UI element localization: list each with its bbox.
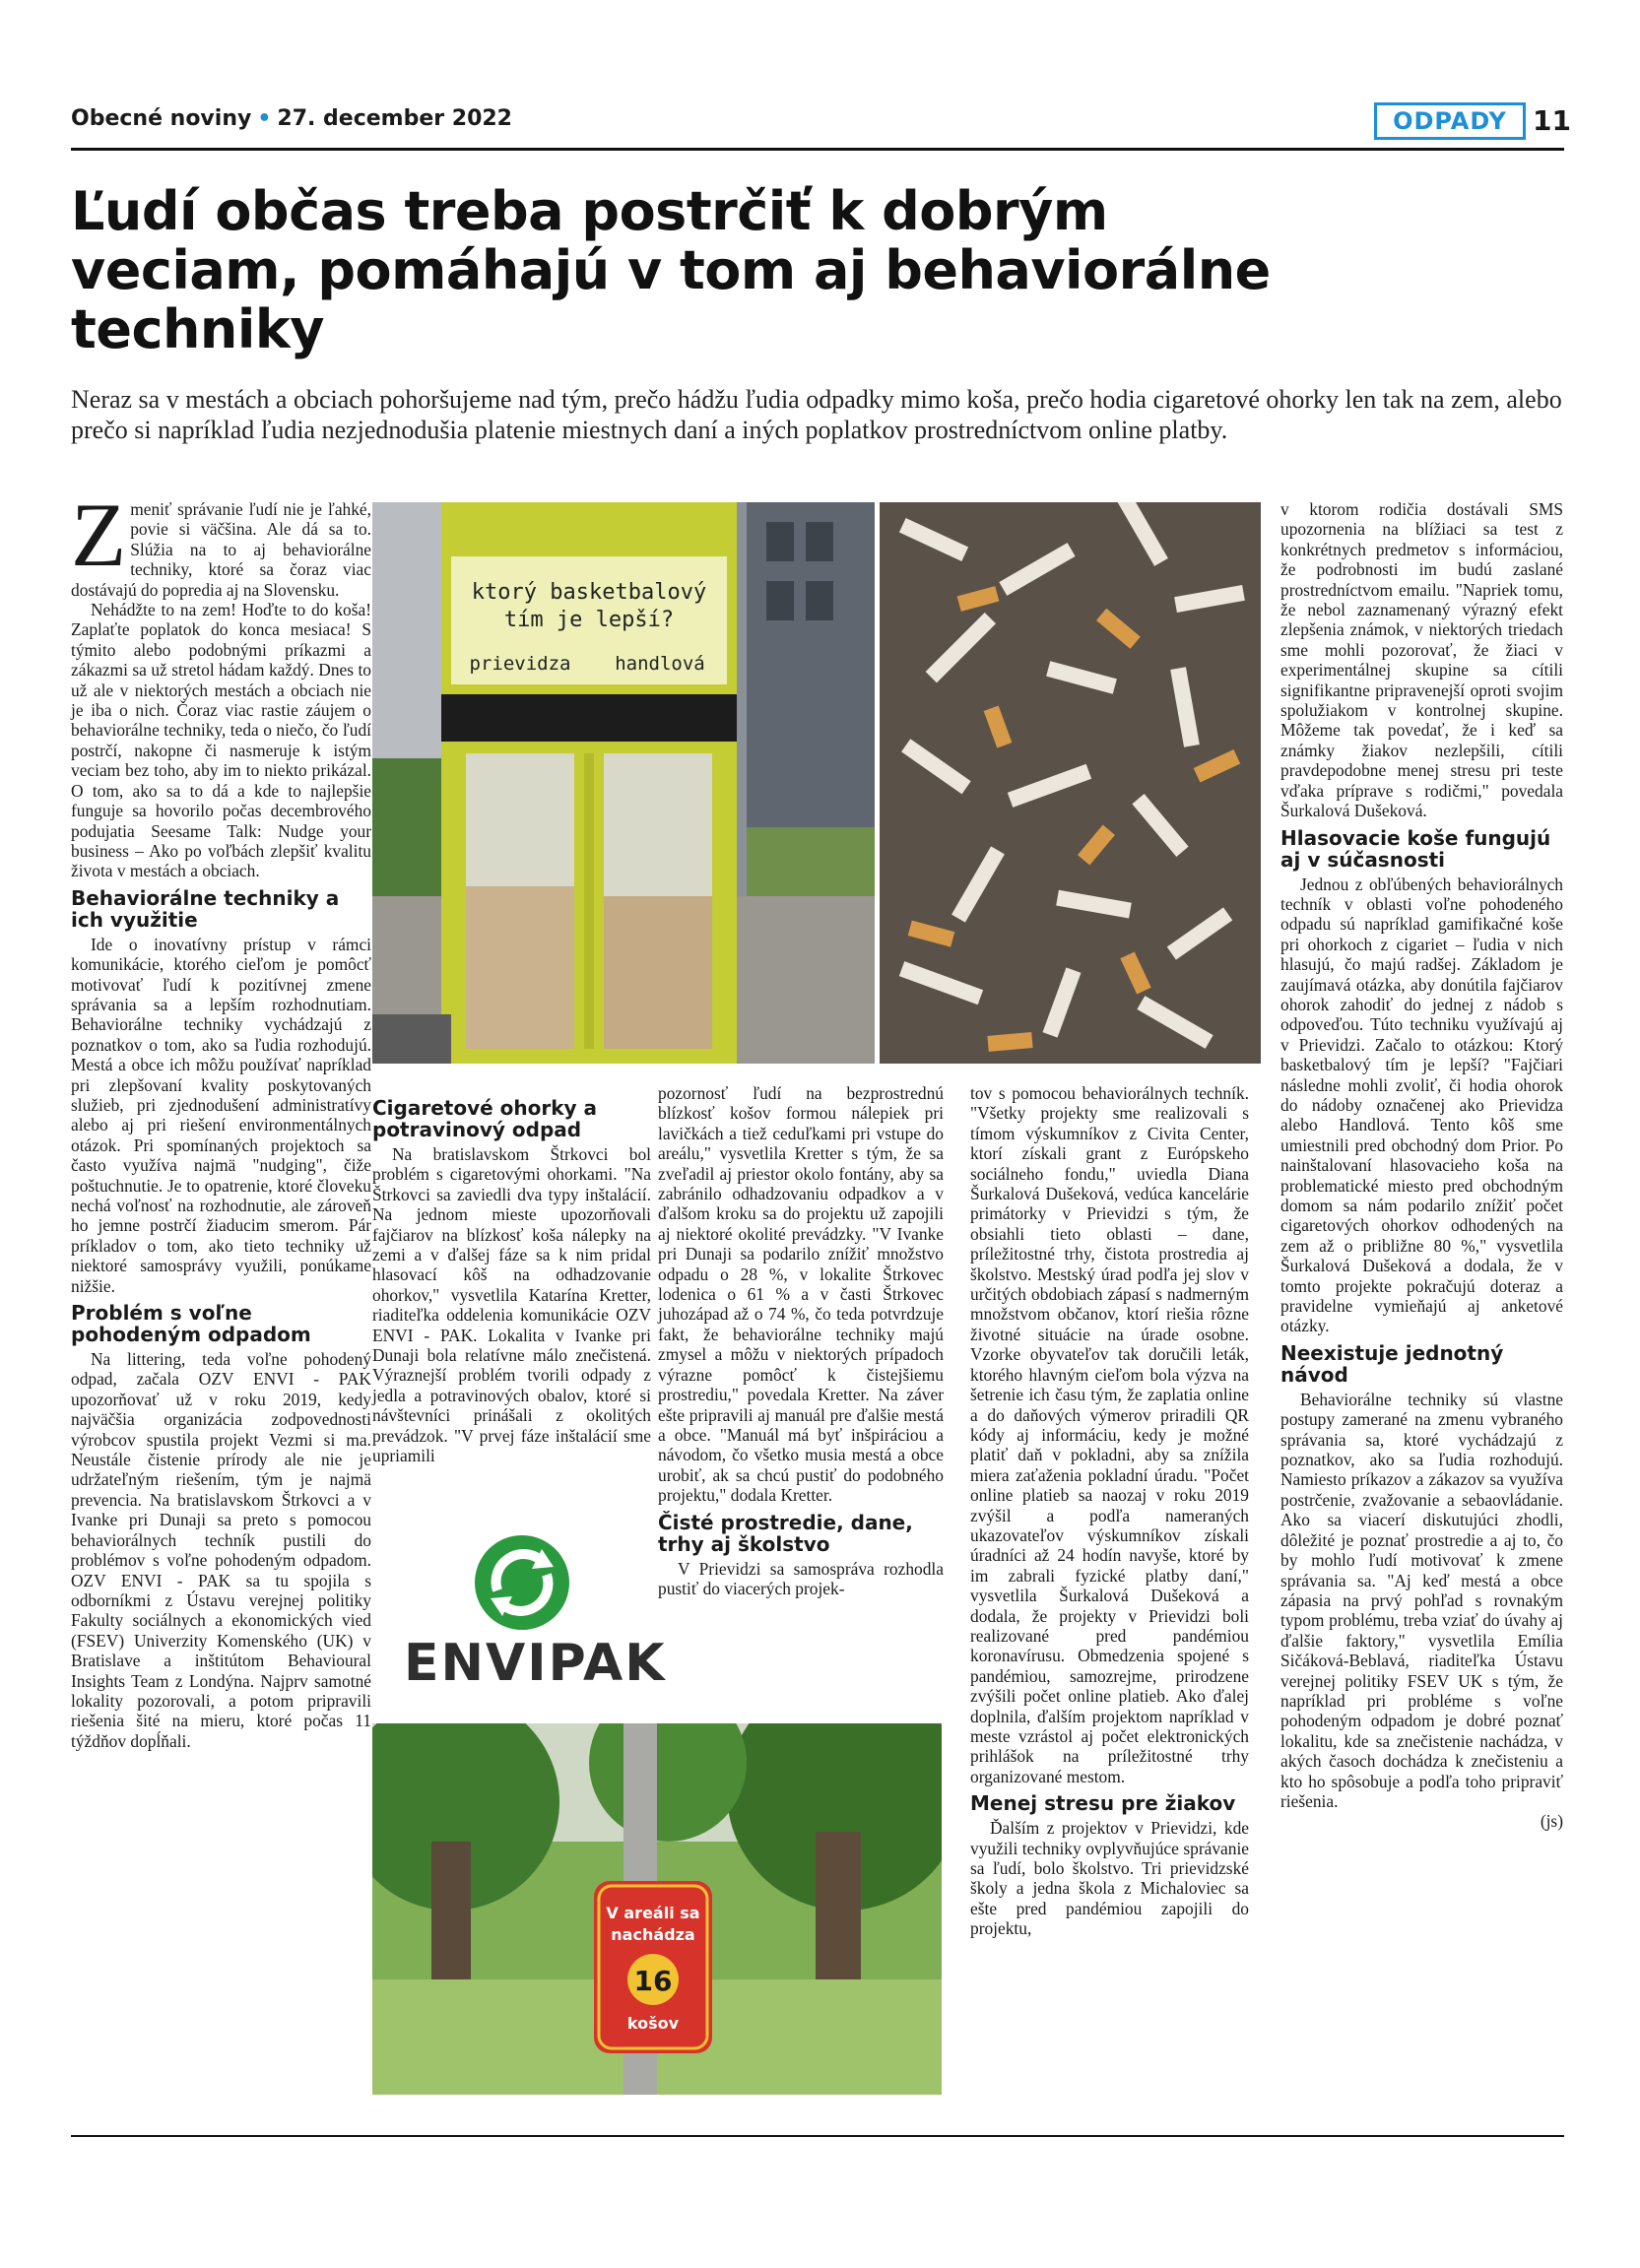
header-rule bbox=[71, 148, 1564, 151]
paragraph: tov s pomocou behaviorálnych techník. "Všetky projekty sme realizovali s tímom výskumníkov z Civita Center, ktorí získali grant z Európskeho sociálneho fondu," uviedla Diana Šurkalová Dušeková, vedúca kancelárie primátorky v Prievidzi s tým, že obsiahli tieto oblasti – dane, príležitostné trhy, čistota prostredia aj školstvo. Mestský úrad podľa jej slov v určitých obdobiach zápasí s nadmerným množstvom občanov, ktorí riešia rôzne životné situácie na úrade osobne. Vzorke obyvateľov tak doručili leták, ktorého hlavným cieľom bola výzva na šetrenie ich času tým, že zaplatia online a do daňových výmerov priradili QR kódy aj informáciu, kedy je možné platiť daň v pokladni, aby sa znížila miera zaťaženia pokladní úradu. "Počet online platieb sa naozaj v roku 2019 zvýšil a podľa nameraných ukazovateľov výskumníkov získali úradníci až 24 hodín navyše, ktoré by im zabrali fyzické platby daní," vysvetlila Šurkalová Dušeková a dodala, že projekty v Prievidzi boli realizované pred pandémiou koronavírusu. Obmedzenia spojené s pandémiou, samozrejme, prirodzene zvýšili počet online platieb. Ako ďalej doplnila, ďalším projektom napríklad v meste vzrástol aj počet elektronických prihlášok na príležitostné trhy organizované mestom. bbox=[970, 1083, 1249, 1786]
column-2 bbox=[372, 1091, 651, 1466]
lead-paragraph: Neraz sa v mestách a obciach pohoršujeme nad tým, prečo hádžu ľudia odpadky mimo koša, prečo hodia cigaretové ohorky len tak na zem, alebo prečo si napríklad ľudia nezjednodušia platenie miestnych daní a iných poplatkov prostredníctvom online platby. bbox=[71, 385, 1562, 444]
bin-left-label: prievidza bbox=[469, 653, 571, 675]
cigarette-butts-photo bbox=[880, 502, 1261, 1064]
subheading: Neexistuje jednotný návod bbox=[1280, 1340, 1504, 1387]
sign-number: 16 bbox=[633, 1965, 673, 1997]
headline: Ľudí občas treba postrčiť k dobrým veciam, pomáhajú v tom aj behaviorálne techniky bbox=[71, 180, 1271, 360]
issue-date: 27. december 2022 bbox=[277, 106, 512, 131]
column-4 bbox=[970, 1083, 1249, 1939]
opening-text: meniť správanie ľudí nie je ľahké, povie si väčšina. Ale dá sa to. Slúžia na to aj behaviorálne techniky, ktoré sa čoraz viac dostávajú do popredia aj na Slovensku. bbox=[71, 499, 371, 600]
paragraph: Jednou z obľúbených behaviorálnych techník v oblasti voľne pohodeného odpadu sú napríklad gamifikačné koše pri ohorkoch z cigariet – ľudia v nich hlasujú, čo majú radšej. Základom je zaujímavá otázka, aby donútila fajčiarov ohorok zahodiť do jednej z nádob s odpoveďou. Túto techniku využívajú aj v Prievidzi. Začalo to otázkou: Ktorý basketbalový tím je lepší? "Fajčiari následne mohli zvoliť, či hodia ohorok do nádoby označenej ako Prievidza alebo Handlová. Tento kôš sme umiestnili pred obchodný dom Prior. Po nainštalovaní hlasovacieho koša na problematické miesto pred obchodným domom sa nám podarilo znížiť počet cigaretových ohorkov odhodených na zem až o približne 80 %," vysvetlila Šurkalová Dušeková a dodala, že v tomto projekte pokračujú doteraz a pravidelne vymieňajú aj anketové otázky. bbox=[1280, 874, 1563, 1336]
bottom-rule bbox=[71, 2135, 1564, 2137]
bin-question-line1: ktorý basketbalový bbox=[471, 580, 707, 605]
park-sign-photo bbox=[372, 1723, 942, 2095]
bin-question-line2: tím je lepší? bbox=[503, 608, 675, 632]
paragraph: Nehádžte to na zem! Hoďte to do koša! Zaplaťte poplatok do konca mesiaca! S týmito alebo podobnými príkazmi a zákazmi sa už stretol hádam každý. Dnes to už ale v niektorých mestách a obciach nie je iba o nich. Čoraz viac rastie záujem o behaviorálne techniky, teda o niečo, čo ľudí postrčí, nakopne či nasmeruje k istým veciam bez toho, aby im to niekto prikázal. O tom, ako sa to dá a kde to najlepšie funguje sa hovorilo počas decembrového podujatia Seesame Talk: Nudge your business – Ako po voľbách zlepšiť kvalitu života v mestách a obciach. bbox=[71, 600, 371, 881]
paragraph: pozornosť ľudí na bezprostrednú blízkosť košov formou nálepiek pri lavičkách a tiež ceduľkami pri vstupe do areálu," vysvetlila Kretter s tým, že sa zveľadil aj priestor okolo fontány, aby sa zabránilo odhadzovaniu odpadkov a v ďalšom kroku sa do projektu už zapojili aj niektoré okolité prevádzky. "V Ivanke pri Dunaji sa podarilo znížiť množstvo odpadu o 28 %, v lokalite Štrkovec lodenica o 61 % a v časti Štrkovec juhozápad až o 74 %, čo teda potvrdzuje fakt, že behaviorálne techniky majú zmysel a môžu v niektorých prípadoch výrazne pomôcť k čistejšiemu prostrediu," povedala Kretter. Na záver ešte pripravili aj manuál pre ďalšie mestá a obce. "Manuál má byť inšpiráciou a návodom, čo všetko musia mestá a obce urobiť, ak sa chcú pustiť do podobného projektu," dodala Kretter. bbox=[658, 1083, 944, 1506]
park-sign-illustration bbox=[372, 1723, 942, 2095]
paper-title: Obecné noviny bbox=[71, 106, 252, 131]
paragraph: Ide o inovatívny prístup v rámci komunikácie, ktorého cieľom je pomôcť motivovať ľudí k pozitívnej zmene správania sa a lepším rozhodnutiam. Behaviorálne techniky vychádzajú z poznatkov o tom, ako sa ľudia rozhodujú. Mestá a obce ich môžu používať napríklad pri zlepšovaní kvality poskytovaných služieb, pri zjednodušení administratívy alebo aj pri riešení environmentálnych otázok. Pri spomínaných projektoch sa často využíva najmä "nudging", čiže poštuchnutie. Je to opatrenie, ktoré človeku nechá voľnosť na rozhodnutie, ale zároveň ho jemne postrčí žiaducim smerom. Pár príkladov o tom, ako tieto techniky už niektoré samosprávy využili, ponúkame nižšie. bbox=[71, 934, 371, 1296]
drop-cap: Z bbox=[71, 485, 127, 585]
sign-line3: košov bbox=[626, 2014, 680, 2033]
page-header bbox=[71, 102, 1571, 144]
voting-bin-photo bbox=[372, 502, 875, 1064]
subheading: Behaviorálne techniky a ich využitie bbox=[71, 885, 340, 932]
subheading: Cigaretové ohorky a potravinový odpad bbox=[372, 1096, 598, 1141]
paragraph: V Prievidzi sa samospráva rozhodla pustiť do viacerých projek- bbox=[658, 1558, 944, 1598]
page-number: 11 bbox=[1533, 104, 1571, 137]
column-3 bbox=[658, 1083, 944, 1598]
opening-paragraph bbox=[71, 485, 371, 600]
separator-dot: • bbox=[257, 106, 272, 131]
voting-bin-illustration bbox=[372, 502, 875, 1064]
column-5 bbox=[1280, 499, 1563, 1832]
masthead bbox=[71, 106, 512, 131]
recycle-icon bbox=[404, 1531, 640, 1640]
column-1 bbox=[71, 485, 371, 1751]
paragraph: Na littering, teda voľne pohodený odpad, začala OZV ENVI - PAK upozorňovať už v roku 2019, kedy najväčšia organizácia zodpovednosti výrobcov spustila projekt Vezmi si ma. Neustále čistenie prírody ale nie je udržateľným riešením, tým je najmä prevencia. Na bratislavskom Štrkovci a v Ivanke pri Dunaji sa preto s pomocou behaviorálnych techník pustili do problémov s voľne pohodeným odpadom. OZV ENVI - PAK sa tu spojila s odborníkmi z Ústavu verejnej politiky Fakulty sociálnych a ekonomických vied (FSEV) Univerzity Komenského (UK) v Bratislave a inštitútom Behavioural Insights Team z Londýna. Najprv samotné lokality pozorovali, a potom pripravili riešenia šité na mieru, ktoré počas 11 týždňov dopĺňali. bbox=[71, 1349, 371, 1751]
bin-right-label: handlová bbox=[615, 653, 705, 675]
subheading: Hlasovacie koše fungujú aj v súčasnosti bbox=[1280, 825, 1551, 872]
paragraph: Behaviorálne techniky sú vlastne postupy zamerané na zmenu vybraného správania sa, ktoré vychádzajú z poznatkov, ako sa ľudia rozhodujú. Namiesto príkazov a zákazov sa využíva postrčenie, zvažovanie a sebaovládanie. Ako sa viacerí diskutujúci zhodli, dôležité je poznať prostredie a aj to, čo by mohlo ľudí motivovať k zmene správania sa. "Aj keď mestá a obce zápasia na prvý pohľad s rovnakým typom problému, treba vziať do úvahy aj ďalšie faktory," vysvetlila Emília Sičáková-Beblavá, riaditeľka Ústavu verejnej politiky FSEV UK s tým, že napríklad pri probléme s voľne pohodeným odpadom je dobré poznať lokalitu, kde sa znečistenie nachádza, v akých časoch dochádza k znečisteniu a kto ho spôsobuje a podľa toho pripraviť riešenia. bbox=[1280, 1389, 1563, 1811]
subheading: Menej stresu pre žiakov bbox=[970, 1791, 1236, 1816]
paragraph: v ktorom rodičia dostávali SMS upozornenia na blížiaci sa test z konkrétnych predmetov s informáciou, že podrobnosti im budú zaslané prostredníctvom emailu. "Napriek tomu, že nebol zaznamenaný výrazný efekt zlepšenia známok, v niektorých triedach sme mohli pozorovať, že žiaci v experimentálnej skupine sa cítili signifikantne pripravenejší oproti svojim spolužiakom v kontrolnej skupine. Môžeme tak povedať, že i keď sa známky žiakov nezlepšili, cítili pravdepodobne menej stresu pri teste vďaka príprave s rodičmi," povedala Šurkalová Dušeková. bbox=[1280, 499, 1563, 821]
paragraph: Ďalším z projektov v Prievidzi, kde využili techniky ovplyvňujúce správanie sa ľudí, bolo školstvo. Tri prievidzské školy a jedna škola z Michaloviec sa ešte pred pandémiou zapojili do projektu, bbox=[970, 1818, 1249, 1939]
author-signature: (js) bbox=[1540, 1811, 1563, 1832]
cigarette-butts-illustration bbox=[880, 502, 1261, 1064]
paragraph: Na bratislavskom Štrkovci bol problém s cigaretovými ohorkami. "Na Štrkovci sa zaviedli dva typy inštalácií. Na jednom mieste upozorňovali fajčiarov na blízkosť koša nálepky na zemi a v ďalšej fáze sa k nim pridal hlasovací kôš na odhadzovanie ohorkov," vysvetlila Katarína Kretter, riaditeľka oddelenia komunikácie OZV ENVI - PAK. Lokalita v Ivanke pri Dunaji bola relatívne málo znečistená. Výraznejší problém tvorili odpady z jedla a potravinových obalov, ktoré si návštevníci prinášali z okolitých prevádzok. "V prvej fáze inštalácií sme upriamili bbox=[372, 1144, 651, 1466]
envipak-logo bbox=[404, 1531, 667, 1693]
logo-text: ENVIPAK bbox=[404, 1634, 667, 1693]
section-label: ODPADY bbox=[1374, 102, 1526, 140]
subheading: Čisté prostredie, dane, trhy aj školstvo bbox=[658, 1510, 913, 1556]
subheading: Problém s voľne pohodeným odpadom bbox=[71, 1301, 311, 1347]
sign-line2: nachádza bbox=[611, 1925, 695, 1944]
sign-line1: V areáli sa bbox=[606, 1904, 700, 1922]
